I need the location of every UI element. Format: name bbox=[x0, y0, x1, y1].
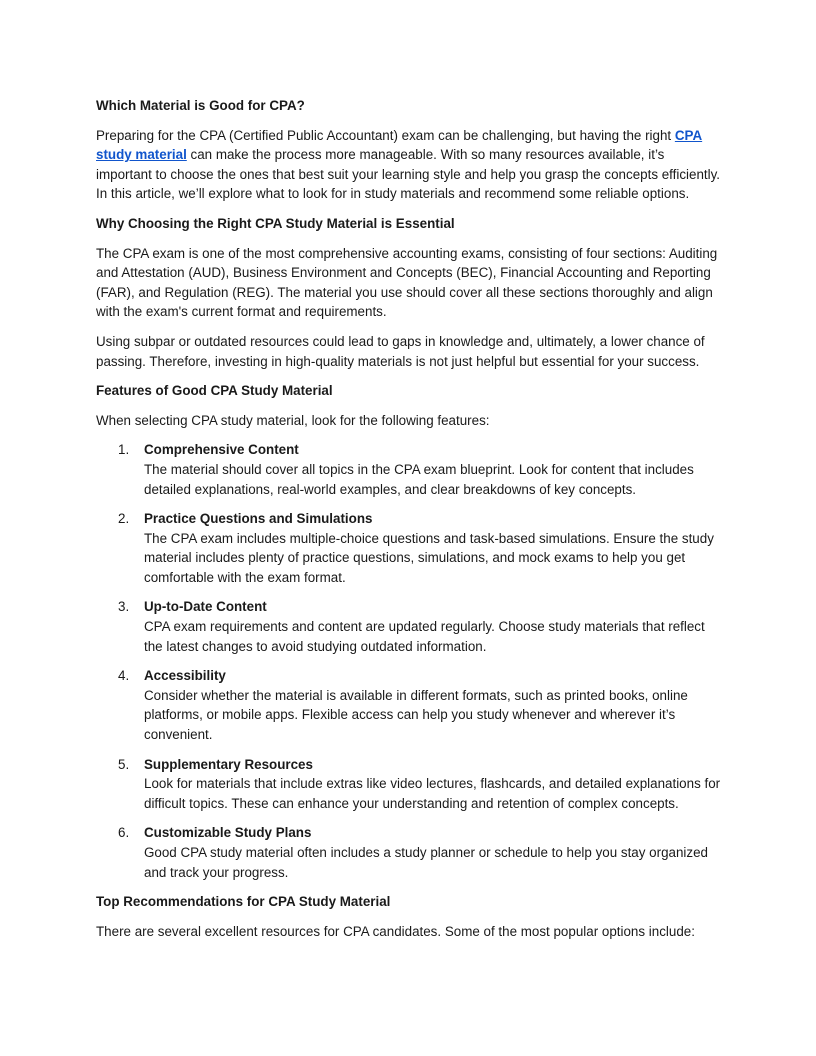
feature-item bbox=[96, 666, 722, 744]
feature-title: Practice Questions and Simulations bbox=[144, 511, 373, 527]
top-recommendations-heading: Top Recommendations for CPA Study Material bbox=[96, 894, 391, 910]
feature-title: Comprehensive Content bbox=[144, 442, 299, 458]
intro-paragraph bbox=[96, 126, 722, 204]
why-paragraph-2: Using subpar or outdated resources could lead to gaps in knowledge and, ultimately, a lower chance of passing. Therefore, investing in high-quality materials is not just helpful but essential for your success. bbox=[96, 333, 705, 369]
feature-item bbox=[96, 597, 722, 656]
feature-description: Look for materials that include extras like video lectures, flashcards, and detailed explanations for difficult topics. These can enhance your understanding and retention of complex concepts. bbox=[144, 776, 721, 811]
why-heading: Why Choosing the Right CPA Study Material is Essential bbox=[96, 215, 455, 231]
intro-text-before: Preparing for the CPA (Certified Public Accountant) exam can be challenging, but having the right bbox=[96, 127, 675, 143]
feature-title: Customizable Study Plans bbox=[144, 825, 312, 841]
feature-number: 1. bbox=[118, 442, 130, 458]
feature-number: 4. bbox=[118, 668, 130, 684]
feature-item bbox=[96, 755, 722, 814]
feature-title: Accessibility bbox=[144, 668, 226, 684]
feature-number: 2. bbox=[118, 511, 130, 527]
feature-title: Supplementary Resources bbox=[144, 756, 313, 772]
feature-description: The CPA exam includes multiple-choice questions and task-based simulations. Ensure the study material includes plenty of practice questions, simulations, and mock exams to help you get comfortable with the exam format. bbox=[144, 530, 714, 585]
feature-item bbox=[96, 440, 722, 499]
feature-description: Good CPA study material often includes a study planner or schedule to help you stay organized and track your progress. bbox=[144, 845, 708, 880]
top-recommendations-intro: There are several excellent resources for CPA candidates. Some of the most popular options include: bbox=[96, 923, 695, 939]
feature-number: 6. bbox=[118, 825, 130, 841]
feature-item bbox=[96, 823, 722, 882]
document-page bbox=[96, 96, 722, 951]
cpa-study-material-link[interactable]: CPA study material bbox=[96, 127, 703, 163]
intro-text-after: can make the process more manageable. With so many resources available, it’s important to choose the ones that best suit your learning style and help you grasp the concepts efficiently. In this article, we’ll explore what to look for in study materials and recommend some reliable options. bbox=[96, 147, 721, 202]
page-title: Which Material is Good for CPA? bbox=[96, 98, 305, 113]
feature-title: Up-to-Date Content bbox=[144, 599, 267, 615]
feature-description: The material should cover all topics in the CPA exam blueprint. Look for content that includes detailed explanations, real-world examples, and clear breakdowns of key concepts. bbox=[144, 461, 694, 497]
feature-item bbox=[96, 509, 722, 587]
feature-description: Consider whether the material is available in different formats, such as printed books, online platforms, or mobile apps. Flexible access can help you study whenever and wherever it’s convenient. bbox=[144, 687, 688, 743]
features-heading: Features of Good CPA Study Material bbox=[96, 383, 333, 399]
feature-number: 5. bbox=[118, 756, 130, 772]
features-intro: When selecting CPA study material, look for the following features: bbox=[96, 412, 490, 428]
feature-description: CPA exam requirements and content are updated regularly. Choose study materials that reflect the latest changes to avoid studying outdated information. bbox=[144, 619, 705, 654]
feature-number: 3. bbox=[118, 599, 130, 615]
features-list bbox=[96, 440, 722, 882]
why-paragraph-1: The CPA exam is one of the most comprehensive accounting exams, consisting of four sections: Auditing and Attestation (AUD), Business Environment and Concepts (BEC), Financial Accounting and Reporting (FAR), and Regulation (REG). The material you use should cover all these sections thoroughly and align with the exam's current format and requirements. bbox=[96, 245, 718, 320]
